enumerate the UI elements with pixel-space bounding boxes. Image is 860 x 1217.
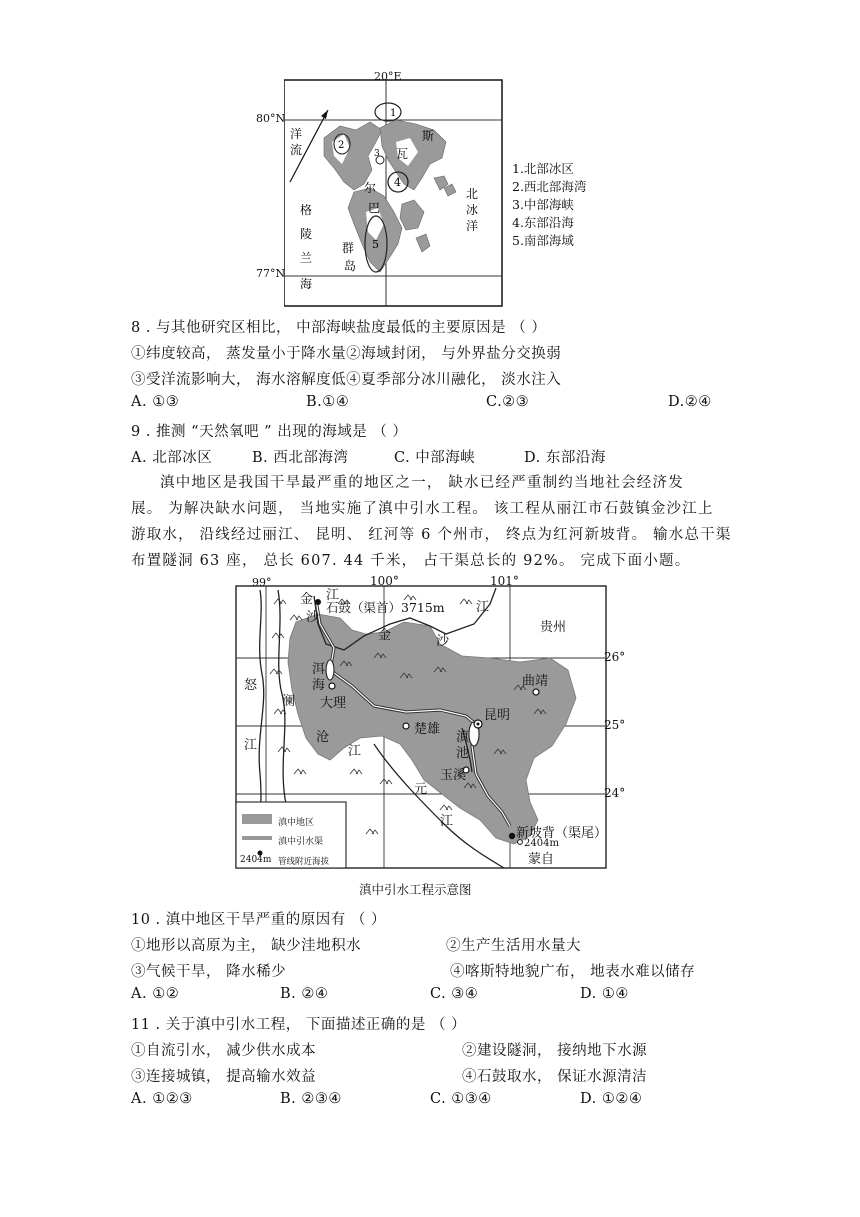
- river-jin: 金: [378, 628, 392, 643]
- river-lancang-1: 澜: [282, 694, 296, 709]
- place-mengzi: 蒙自: [528, 852, 555, 867]
- region-number-4: 4: [394, 176, 401, 189]
- place-shigu: 石鼓（渠首）3715m: [326, 600, 445, 615]
- lon-label-100: 100°: [370, 574, 399, 588]
- q10-statement-1: ①地形以高原为主， 缺少洼地积水: [131, 938, 362, 954]
- passage-line-2: 展。 为解决缺水问题， 当地实施了滇中引水工程。 该工程从丽江市石鼓镇金沙江上: [131, 501, 714, 517]
- city-qujing-marker: [533, 689, 539, 695]
- current-label-1: 洋: [290, 127, 303, 141]
- q8-option-c[interactable]: C.②③: [486, 394, 530, 410]
- current-label-2: 流: [290, 143, 303, 157]
- river-lancang-2: 沧: [316, 730, 330, 745]
- city-chuxiong-marker: [403, 723, 409, 729]
- river-yuan-1: 元: [414, 782, 428, 797]
- legend-alt-desc: 管线附近海拔: [278, 857, 330, 867]
- q8-statement-1: ①纬度较高， 蒸发量小于降水量②海域封闭， 与外界盐分交换弱: [131, 346, 562, 362]
- q8-option-d[interactable]: D.②④: [668, 394, 712, 410]
- lat-label-26: 26°: [604, 650, 626, 664]
- river-nu-2: 江: [244, 738, 258, 753]
- city-shigu-marker: [315, 599, 321, 605]
- river-jinsha-1: 金: [300, 592, 314, 607]
- place-xinpobei: 新坡背（渠尾）: [516, 826, 608, 841]
- river-jiang-top: 江: [326, 588, 340, 603]
- lake-erhai-1: 洱: [312, 662, 326, 677]
- map1-legend: [512, 160, 586, 250]
- island-label-3: 尔: [364, 181, 377, 195]
- q8-stem: 8 . 与其他研究区相比， 中部海峡盐度最低的主要原因是 （ ）: [131, 320, 547, 336]
- city-dali-marker: [329, 683, 335, 689]
- sea-label-4: 海: [300, 277, 313, 291]
- q11-option-b[interactable]: B. ②③④: [280, 1091, 342, 1107]
- legend-region-label: 滇中地区: [278, 818, 315, 828]
- place-qujing: 曲靖: [522, 674, 549, 689]
- place-kunming: 昆明: [484, 708, 511, 723]
- q11-option-a[interactable]: A. ①②③: [131, 1091, 193, 1107]
- island-label-6: 岛: [344, 259, 357, 273]
- passage-line-3: 游取水， 沿线经过丽江、 昆明、 红河等 6 个州市， 终点为红河新坡背。 输水总干渠: [131, 527, 732, 543]
- lake-dianchi-1: 滇: [456, 730, 470, 745]
- q9-option-a[interactable]: A. 北部冰区: [131, 450, 213, 466]
- river-nu-1: 怒: [244, 678, 258, 693]
- lake-erhai-2: 海: [312, 678, 326, 693]
- q8-option-a[interactable]: A. ①③: [131, 394, 180, 410]
- lat-label-25: 25°: [604, 718, 626, 732]
- sea-label-1: 格: [300, 203, 313, 217]
- region-number-1: 1: [390, 108, 397, 119]
- river-jiang-right: 江: [476, 600, 490, 615]
- legend-item: 5.南部海域: [512, 233, 574, 248]
- map1-lat-bottom: 77°N: [256, 267, 286, 280]
- region-number-3: 3: [374, 149, 380, 159]
- place-dali: 大理: [320, 696, 347, 711]
- sea-label-2: 陵: [300, 227, 313, 241]
- q10-option-a[interactable]: A. ①②: [131, 986, 180, 1002]
- q11-option-c[interactable]: C. ①③④: [430, 1091, 492, 1107]
- ocean-label-1: 北: [466, 187, 479, 201]
- legend-item: 1.北部冰区: [512, 161, 574, 176]
- q9-stem: 9 . 推测 “天然氧吧 ” 出现的海域是 （ ）: [131, 424, 408, 440]
- q10-statement-2: ②生产生活用水量大: [446, 938, 581, 954]
- q11-option-d[interactable]: D. ①②④: [580, 1091, 643, 1107]
- q8-statement-2: ③受洋流影响大， 海水溶解度低④夏季部分冰川融化， 淡水注入: [131, 372, 562, 388]
- map1-lon-label: 20°E: [374, 70, 402, 83]
- province-guizhou: 贵州: [540, 620, 567, 635]
- passage-line-4: 布置隧洞 63 座， 总长 607. 44 千米， 占干渠总长的 92%。 完成下面小题。: [131, 553, 691, 569]
- island-label-4: 巴: [368, 201, 381, 215]
- q11-statement-4: ④石鼓取水， 保证水源清洁: [462, 1069, 648, 1085]
- legend-item: 3.中部海峡: [512, 197, 574, 212]
- lat-label-24: 24°: [604, 786, 626, 800]
- q9-option-b[interactable]: B. 西北部海湾: [252, 450, 349, 466]
- q10-statement-4: ④喀斯特地貌广布， 地表水难以储存: [450, 964, 696, 980]
- place-chuxiong: 楚雄: [414, 722, 441, 737]
- ocean-label-3: 洋: [466, 219, 479, 233]
- river-sha: 沙: [436, 634, 450, 649]
- q9-option-d[interactable]: D. 东部沿海: [524, 450, 606, 466]
- q8-option-b[interactable]: B.①④: [306, 394, 350, 410]
- lon-label-99: 99°: [252, 576, 272, 589]
- city-xinpobei-marker: [509, 833, 515, 839]
- ocean-label-2: 冰: [466, 203, 479, 217]
- river-jinsha-2: 沙: [306, 610, 320, 625]
- region-number-2: 2: [338, 140, 345, 151]
- legend-canal-label: 滇中引水渠: [278, 837, 324, 847]
- q11-statement-3: ③连接城镇， 提高输水效益: [131, 1069, 317, 1085]
- q10-statement-3: ③气候干旱， 降水稀少: [131, 964, 287, 980]
- lake-dianchi-2: 池: [456, 746, 470, 761]
- q11-statement-1: ①自流引水， 减少供水成本: [131, 1043, 317, 1059]
- place-xinpobei-altitude: 2404m: [524, 838, 559, 849]
- place-yuxi: 玉溪: [440, 768, 467, 783]
- q10-stem: 10 . 滇中地区干旱严重的原因有 （ ）: [131, 912, 386, 928]
- legend-item: 4.东部沿海: [512, 215, 574, 230]
- q11-stem: 11 . 关于滇中引水工程， 下面描述正确的是 （ ）: [131, 1017, 467, 1033]
- sea-label-3: 兰: [300, 251, 313, 265]
- q9-option-c[interactable]: C. 中部海峡: [394, 450, 476, 466]
- lon-label-101: 101°: [490, 574, 519, 588]
- map1-lat-top: 80°N: [256, 112, 286, 125]
- legend-item: 2.西北部海湾: [512, 179, 587, 194]
- legend-alt-value: 2404m: [240, 855, 272, 865]
- island-label-5: 群: [342, 241, 355, 255]
- q11-statement-2: ②建设隧洞， 接纳地下水源: [462, 1043, 648, 1059]
- region-number-5: 5: [372, 238, 379, 251]
- q10-option-c[interactable]: C. ③④: [430, 986, 479, 1002]
- q10-option-d[interactable]: D. ①④: [580, 986, 629, 1002]
- q10-option-b[interactable]: B. ②④: [280, 986, 329, 1002]
- river-yuan-2: 江: [440, 814, 454, 829]
- river-lancang-3: 江: [348, 744, 362, 759]
- island-label-2: 瓦: [396, 147, 409, 161]
- passage-line-1: 滇中地区是我国干旱最严重的地区之一， 缺水已经严重制约当地社会经济发: [160, 475, 684, 491]
- island-label-1: 斯: [422, 129, 435, 143]
- map2-caption: 滇中引水工程示意图: [359, 882, 472, 897]
